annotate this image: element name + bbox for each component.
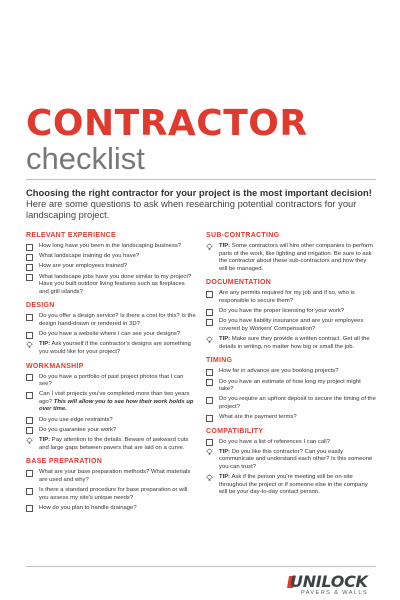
intro-lead: Choosing the right contractor for your project is the most important decision! [26, 187, 372, 198]
item-text-main: Can I visit projects you've completed more than two years ago? [39, 391, 190, 405]
page-subtitle: checklist [26, 141, 145, 176]
tip-item [206, 449, 376, 472]
checkbox-icon[interactable] [26, 505, 33, 512]
item-text: Do you offer a design service? Is there a cost for this? Is the design hand-drawn or rendered in 3D? [39, 313, 196, 327]
checklist-item[interactable] [26, 469, 196, 484]
checklist-item[interactable] [26, 263, 196, 271]
lightbulb-icon [206, 336, 213, 344]
tip-text [39, 437, 196, 452]
tip-body: Do you like this contractor? Can you easily communicate and understand each other? Is this someone you can trust? [219, 448, 373, 471]
tip-item [26, 341, 196, 356]
checklist-item[interactable] [26, 331, 196, 339]
checklist-item[interactable] [26, 427, 196, 435]
tip-body: Make sure they provide a written contract. Get all the details in writing, no matter how big or small the job. [219, 336, 370, 350]
tip-item [206, 336, 376, 351]
item-text: How do you plan to handle drainage? [39, 504, 137, 511]
tip-body: Ask yourself if the contractor's designs are something you would like for your project? [39, 341, 191, 355]
item-text: Do you have an estimate of how long my project might take? [219, 378, 361, 393]
tip-label: TIP: [219, 474, 231, 481]
section-title: WORKMANSHIP [26, 362, 84, 370]
checklist-item[interactable] [26, 274, 196, 297]
section-title: COMPATIBILITY [206, 427, 264, 435]
tip-item [26, 437, 196, 452]
checkbox-icon[interactable] [206, 379, 213, 386]
checkbox-icon[interactable] [206, 319, 213, 326]
section-title: TIMING [206, 357, 233, 365]
item-text: Do you have a list of references I can call? [219, 438, 330, 445]
checkbox-icon[interactable] [26, 274, 33, 281]
checklist-item[interactable] [26, 243, 196, 251]
tip-text [219, 336, 376, 351]
item-text: What are your base preparation methods? What materials are used and why? [39, 469, 191, 483]
item-text: Do you have a website where I can see your designs? [39, 331, 181, 338]
checklist-item[interactable] [26, 313, 196, 328]
checklist-item[interactable] [26, 487, 196, 502]
item-text: Do you have liability insurance and are your employees covered by Workers' Compensation? [219, 318, 364, 332]
checkbox-icon[interactable] [26, 417, 33, 424]
item-text-emphasis: This will allow you to see how their work holds up over time. [39, 398, 194, 413]
unilock-logo [287, 574, 377, 598]
checklist-item[interactable] [26, 374, 196, 389]
tip-body: Pay attention to the details. Beware of awkward cuts and large gaps between pavers that are laid on a curve. [39, 437, 189, 451]
section-sub-contracting [206, 232, 376, 273]
checkbox-icon[interactable] [206, 397, 213, 404]
item-text: Do you have the proper licensing for your work? [219, 308, 345, 315]
checklist-item[interactable] [206, 318, 376, 333]
tip-text [219, 474, 376, 497]
checkbox-icon[interactable] [206, 369, 213, 376]
tip-text [39, 341, 196, 356]
checklist-item[interactable] [26, 417, 196, 425]
checklist-item[interactable] [26, 505, 196, 513]
checkbox-icon[interactable] [206, 309, 213, 316]
page-title: CONTRACTOR [26, 103, 308, 144]
lightbulb-icon [206, 474, 213, 482]
item-text: What are the payment terms? [219, 414, 297, 421]
checkbox-icon[interactable] [26, 254, 33, 261]
logo-wordmark: UNILOCK [290, 572, 368, 591]
checkbox-icon[interactable] [26, 392, 33, 399]
checkbox-icon[interactable] [26, 332, 33, 339]
section-compatibility [206, 428, 376, 497]
item-text [39, 391, 196, 414]
item-text: What landscape jobs have you done similar to my project? Have you built outdoor living features such as fireplaces and grill islands? [39, 273, 192, 295]
tip-label: TIP: [219, 336, 231, 343]
intro-paragraph [26, 187, 376, 220]
item-text: Do you guarantee your work? [39, 426, 117, 433]
section-title: BASE PREPARATION [26, 458, 103, 466]
tip-label: TIP: [39, 341, 51, 348]
tip-body: Some contractors will hire other companies to perform parts of the work, like lighting and irrigation. Be sure to ask the contractor about these sub-contractors and how they will be managed. [219, 243, 373, 272]
lightbulb-icon [206, 448, 213, 456]
checkbox-icon[interactable] [26, 374, 33, 381]
tip-item [206, 474, 376, 497]
section-title: RELEVANT EXPERIENCE [26, 232, 116, 239]
checkbox-icon[interactable] [206, 415, 213, 422]
tip-label: TIP: [39, 437, 51, 444]
item-text: Do you use edge restraints? [39, 416, 113, 423]
checkbox-icon[interactable] [26, 264, 33, 271]
checkbox-icon[interactable] [26, 244, 33, 251]
section-base-preparation [26, 458, 196, 512]
checkbox-icon[interactable] [206, 439, 213, 446]
item-text: How long have you been in the landscaping business? [39, 243, 182, 249]
tip-text [219, 243, 376, 273]
tip-item [206, 243, 376, 273]
checklist-item[interactable] [206, 308, 376, 316]
section-design [26, 302, 196, 356]
checkbox-icon[interactable] [26, 427, 33, 434]
left-column [26, 232, 196, 518]
section-title: SUB-CONTRACTING [206, 232, 280, 239]
tip-body: Ask if the person you're meeting will be on-site throughout the project or if someone else in the company will be your day-to-day contact person. [219, 474, 368, 496]
checkbox-icon[interactable] [206, 291, 213, 298]
section-title: DOCUMENTATION [206, 279, 272, 287]
checkbox-icon[interactable] [26, 314, 33, 321]
item-text: Are any permits required for my job and if so, who is responsible to secure them? [219, 290, 355, 304]
item-text: What landscape training do you have? [39, 253, 140, 260]
section-workmanship [26, 363, 196, 453]
checklist-item[interactable] [206, 396, 376, 411]
checklist-item[interactable] [206, 379, 376, 394]
checklist-item[interactable] [206, 290, 376, 305]
checkbox-icon[interactable] [26, 488, 33, 495]
bottom-divider [26, 566, 376, 567]
checklist-item[interactable] [206, 439, 376, 447]
logo-tagline: PAVERS & WALLS [301, 590, 369, 596]
intro-body: Here are some questions to ask when researching potential contractors for your landscaping project. [26, 198, 357, 220]
tip-label: TIP: [219, 243, 231, 249]
lightbulb-icon [26, 437, 33, 445]
item-text: How are your employees trained? [39, 263, 128, 270]
checklist-item[interactable] [206, 414, 376, 422]
item-text: Do you have a portfolio of past project photos that I can see? [39, 373, 184, 388]
item-text: How far in advance are you booking projects? [219, 368, 339, 375]
tip-label: TIP: [219, 448, 231, 455]
checklist-item[interactable] [26, 391, 196, 414]
item-text: Do you require an upfront deposit to secure the timing of the project? [219, 396, 376, 410]
tip-text [219, 449, 376, 472]
lightbulb-icon [26, 341, 33, 349]
checklist-item[interactable] [206, 368, 376, 376]
top-divider [26, 179, 376, 180]
section-documentation [206, 279, 376, 351]
item-text: Is there a standard procedure for base preparation or will you assess my site's unique needs? [39, 487, 188, 501]
section-relevant-experience [26, 232, 196, 296]
checklist-item[interactable] [26, 253, 196, 261]
title-block [26, 103, 308, 176]
lightbulb-icon [206, 243, 213, 251]
right-column [206, 232, 376, 503]
section-timing [206, 357, 376, 421]
checkbox-icon[interactable] [26, 470, 33, 477]
section-title: DESIGN [26, 302, 55, 310]
